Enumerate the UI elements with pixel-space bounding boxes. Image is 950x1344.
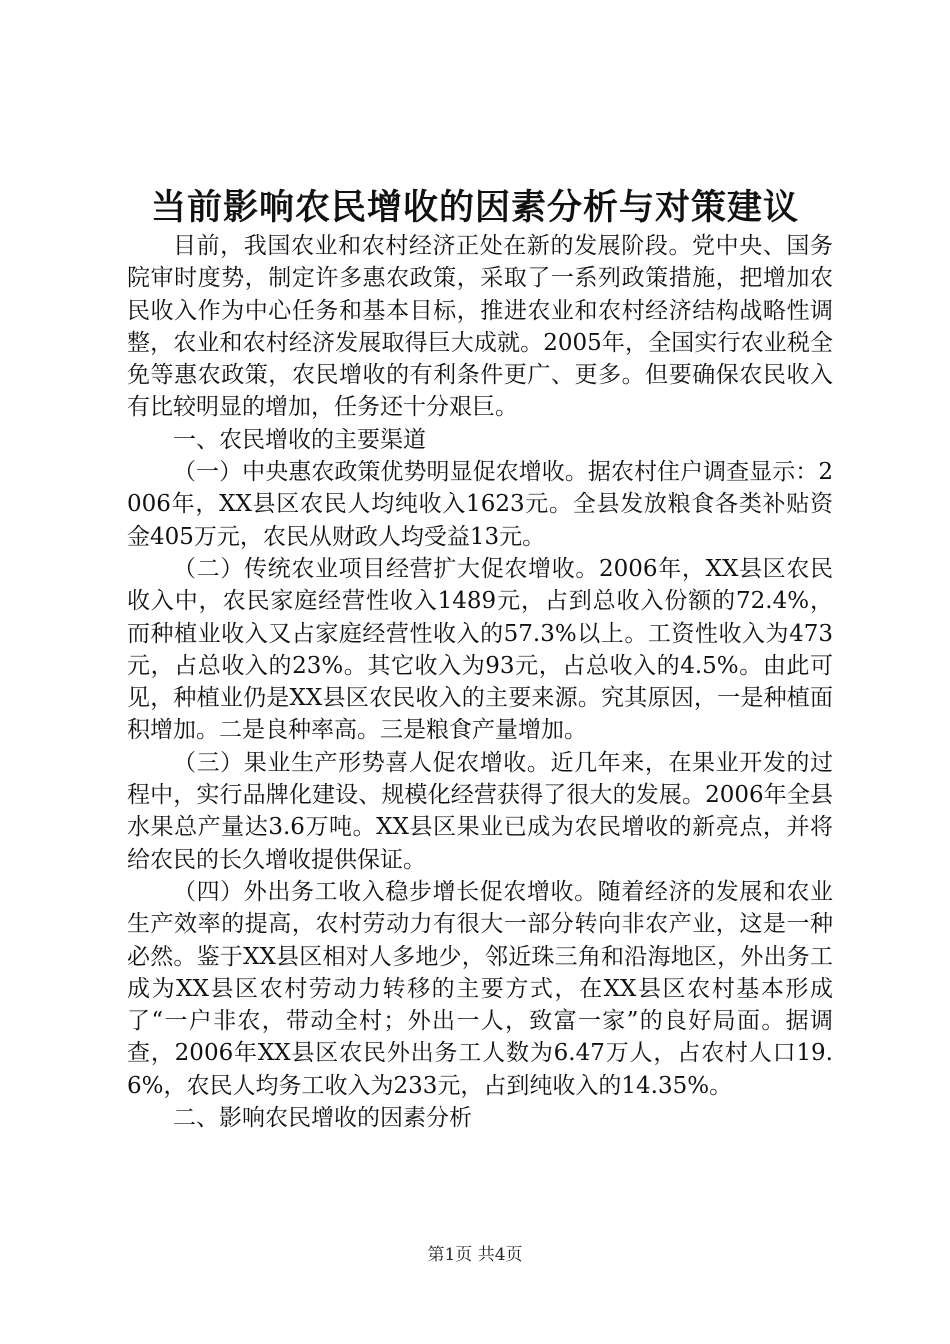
section-heading-2: 二、影响农民增收的因素分析 [173,1105,472,1132]
paragraph-channel-3: （三）果业生产形势喜人促农增收。近几年来，在果业开发的过程中，实行品牌化建设、规模化经营获得了很大的发展。2006年全县水果总产量达3.6万吨。XX县区果业已成为农民增收的新亮点，并将给农民的长久增收提供保证。 [127,749,833,873]
paragraph-channel-4: （四）外出务工收入稳步增长促农增收。随着经济的发展和农业生产效率的提高，农村劳动力有很大一部分转向非农产业，这是一种必然。鉴于XX县区相对人多地少，邻近珠三角和沿海地区，外出务工成为XX县区农村劳动力转移的主要方式，在XX县区农村基本形成了“一户非农，带动全村；外出一人，致富一家”的良好局面。据调查，2006年XX县区农民外出务工人数为6.47万人，占农村人口19.6%，农民人均务工收入为233元，占到纯收入的14.35%。 [127,878,833,1099]
page-number-footer: 第1页 共4页 [427,1245,523,1265]
document-title: 当前影响农民增收的因素分析与对策建议 [150,187,799,228]
paragraph-channel-2: （二）传统农业项目经营扩大促农增收。2006年，XX县区农民收入中，农民家庭经营性收入1489元，占到总收入份额的72.4%，而种植业收入又占家庭经营性收入的57.3%以上。工资性收入为473元，占总收入的23%。其它收入为93元，占总收入的4.5%。由此可见，种植业仍是XX县区农民收入的主要来源。究其原因，一是种植面积增加。二是良种率高。三是粮食产量增加。 [127,555,833,744]
paragraph-intro: 目前，我国农业和农村经济正处在新的发展阶段。党中央、国务院审时度势，制定许多惠农政策，采取了一系列政策措施，把增加农民收入作为中心任务和基本目标，推进农业和农村经济结构战略性调整，农业和农村经济发展取得巨大成就。2005年，全国实行农业税全免等惠农政策，农民增收的有利条件更广、更多。但要确保农民收入有比较明显的增加，任务还十分艰巨。 [127,233,833,421]
document-body [127,230,833,1134]
paragraph-channel-1: （一）中央惠农政策优势明显促农增收。据农村住户调查显示：2006年，XX县区农民人均纯收入1623元。全县发放粮食各类补贴资金405万元，农民从财政人均受益13元。 [127,459,833,550]
section-heading-1: 一、农民增收的主要渠道 [173,426,426,453]
